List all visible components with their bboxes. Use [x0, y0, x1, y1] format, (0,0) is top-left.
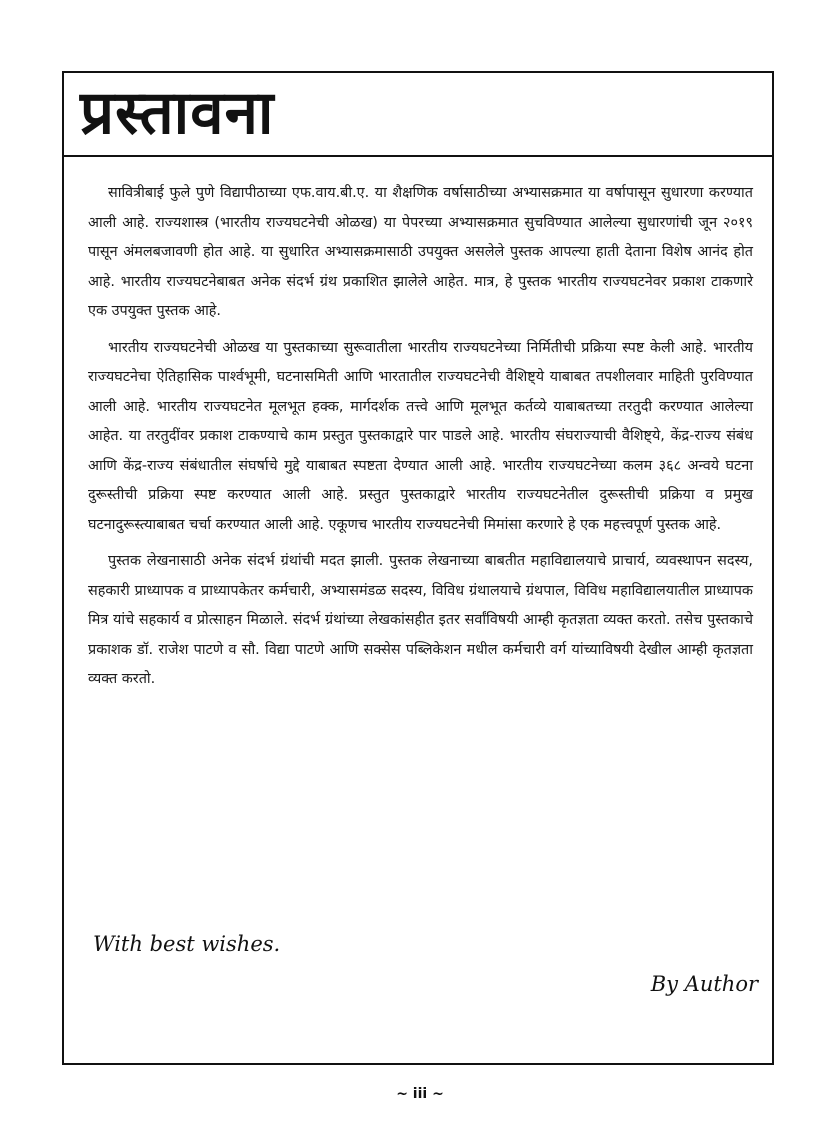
title-bar	[64, 73, 772, 157]
closing-wishes: With best wishes.	[93, 932, 281, 956]
preface-body	[88, 179, 753, 702]
page-title: प्रस्तावना	[80, 78, 275, 148]
paragraph-syllabus: सावित्रीबाई फुले पुणे विद्यापीठाच्या एफ.वाय.बी.ए. या शैक्षणिक वर्षासाठीच्या अभ्यासक्रमात या वर्षापासून सुधारणा करण्यात आली आहे. राज्यशास्त्र (भारतीय राज्यघटनेची ओळख) या पेपरच्या अभ्यासक्रमात सुचविण्यात आलेल्या सुधारणांची जून २०१९ पासून अंमलबजावणी होत आहे. या सुधारित अभ्यासक्रमासाठी उपयुक्त असलेले पुस्तक आपल्या हाती देताना विशेष आनंद होत आहे. भारतीय राज्यघटनेबाबत अनेक संदर्भ ग्रंथ प्रकाशित झालेले आहेत. मात्र, हे पुस्तक भारतीय राज्यघटनेवर प्रकाश टाकणारे एक उपयुक्त पुस्तक आहे.	[88, 185, 753, 319]
page-frame	[62, 71, 774, 1065]
paragraph-acknowledgements: पुस्तक लेखनासाठी अनेक संदर्भ ग्रंथांची मदत झाली. पुस्तक लेखनाच्या बाबतीत महाविद्यालयाचे प्राचार्य, व्यवस्थापन सदस्य, सहकारी प्राध्यापक व प्राध्यापकेतर कर्मचारी, अभ्यासमंडळ सदस्य, विविध ग्रंथालयाचे ग्रंथपाल, विविध महाविद्यालयातील प्राध्यापक मित्र यांचे सहकार्य व प्रोत्साहन मिळाले. संदर्भ ग्रंथांच्या लेखकांसहीत इतर सर्वांविषयी आम्ही कृतज्ञता व्यक्त करतो. तसेच पुस्तकाचे प्रकाशक डॉ. राजेश पाटणे व सौ. विद्या पाटणे आणि सक्सेस पब्लिकेशन मधील कर्मचारी वर्ग यांच्याविषयी देखील आम्ही कृतज्ञता व्यक्त करतो.	[88, 553, 753, 687]
author-signature: By Author	[650, 972, 758, 996]
paragraph-contents: भारतीय राज्यघटनेची ओळख या पुस्तकाच्या सुरूवातीला भारतीय राज्यघटनेच्या निर्मितीची प्रक्रिया स्पष्ट केली आहे. भारतीय राज्यघटनेचा ऐतिहासिक पार्श्वभूमी, घटनासमिती आणि भारतातील राज्यघटनेची वैशिष्ट्ये याबाबत तपशीलवार माहिती पुरविण्यात आली आहे. भारतीय राज्यघटनेत मूलभूत हक्क, मार्गदर्शक तत्त्वे आणि मूलभूत कर्तव्ये याबाबतच्या तरतुदी करण्यात आलेल्या आहेत. या तरतुदींवर प्रकाश टाकण्याचे काम प्रस्तुत पुस्तकाद्वारे पार पाडले आहे. भारतीय संघराज्याची वैशिष्ट्ये, केंद्र-राज्य संबंध आणि केंद्र-राज्य संबंधातील संघर्षाचे मुद्दे याबाबत स्पष्टता देण्यात आली आहे. भारतीय राज्यघटनेच्या कलम ३६८ अन्वये घटना दुरूस्तीची प्रक्रिया स्पष्ट करण्यात आली आहे. प्रस्तुत पुस्तकाद्वारे भारतीय राज्यघटनेतील दुरूस्तीची प्रक्रिया व प्रमुख घटनादुरूस्त्याबाबत चर्चा करण्यात आली आहे. एकूणच भारतीय राज्यघटनेची मिमांसा करणारे हे एक महत्त्वपूर्ण पुस्तक आहे.	[88, 339, 753, 533]
page-number: ~ iii ~	[396, 1086, 444, 1102]
